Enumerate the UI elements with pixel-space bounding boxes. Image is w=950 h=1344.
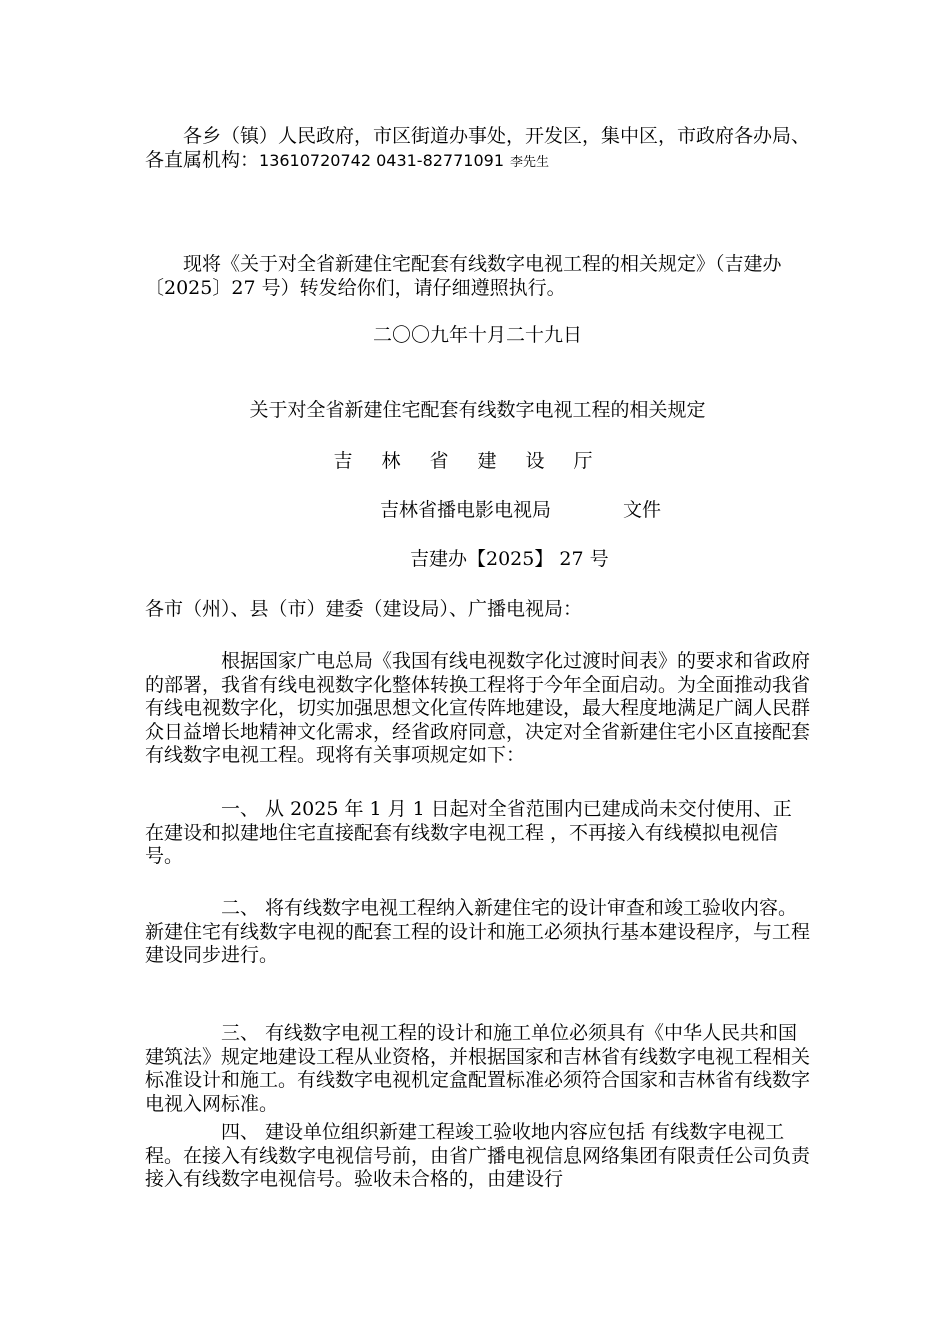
document-number: 吉建办【2025】 27 号 <box>410 548 609 570</box>
item-4-paragraph: 四、 建设单位组织新建工程竣工验收地内容应包括 有线数字电视工程。在接入有线数字电视信号前，由省广播电视信息网络集团有限责任公司负责接入有线数字电视信号。验收未合格的，由建设行 <box>145 1121 811 1190</box>
recipients-paragraph <box>145 125 810 174</box>
issuer-broadcast-line <box>380 499 780 523</box>
issuer-1-text: 吉林省建设厅 <box>333 450 622 472</box>
addressee: 各市（州）、县（市）建委（建设局）、广播电视局： <box>145 598 583 620</box>
recipients-text: 各乡（镇）人民政府，市区街道办事处，开发区，集中区，市政府各办局、各直属机构： <box>145 125 811 171</box>
forward-paragraph: 现将《关于对全省新建住宅配套有线数字电视工程的相关规定》（吉建办〔2025〕27 号）转发给你们，请仔细遵照执行。 <box>145 253 782 299</box>
item-1-paragraph: 一、 从 2025 年 1 月 1 日起对全省范围内已建成尚未交付使用、正在建设和拟建地住宅直接配套有线数字电视工程 ，不再接入有线模拟电视信号。 <box>145 798 792 867</box>
issuer-2-text: 吉林省播电影电视局 <box>380 499 552 521</box>
intro-paragraph: 根据国家广电总局《我国有线电视数字化过渡时间表》的要求和省政府的部署，我省有线电视数字化整体转换工程将于今年全面启动。为全面推动我省有线电视数字化，切实加强思想文化宣传阵地建设，最大程度地满足广阔人民群众日益增长地精神文化需求，经省政府同意，决定对全省新建住宅小区直接配套有线数字电视工程。现将有关事项规定如下： <box>145 650 811 766</box>
notice-date: 二〇〇九年十月二十九日 <box>372 324 582 346</box>
document-title: 关于对全省新建住宅配套有线数字电视工程的相关规定 <box>249 399 706 421</box>
contact-numbers: 13610720742 0431-82771091 <box>259 150 505 170</box>
issuer-construction-dept <box>145 450 810 474</box>
contact-name: 李先生 <box>510 154 550 170</box>
item-3-paragraph: 三、 有线数字电视工程的设计和施工单位必须具有《中华人民共和国建筑法》规定地建设工程从业资格，并根据国家和吉林省有线数字电视工程相关标准设计和施工。有线数字电视机定盒配置标准必须符合国家和吉林省有线数字电视入网标准。 <box>145 1022 811 1115</box>
item-2-paragraph: 二、 将有线数字电视工程纳入新建住宅的设计审查和竣工验收内容。新建住宅有线数字电视的配套工程的设计和施工必须执行基本建设程序，与工程建设同步进行。 <box>145 897 811 966</box>
file-label: 文件 <box>623 499 662 521</box>
